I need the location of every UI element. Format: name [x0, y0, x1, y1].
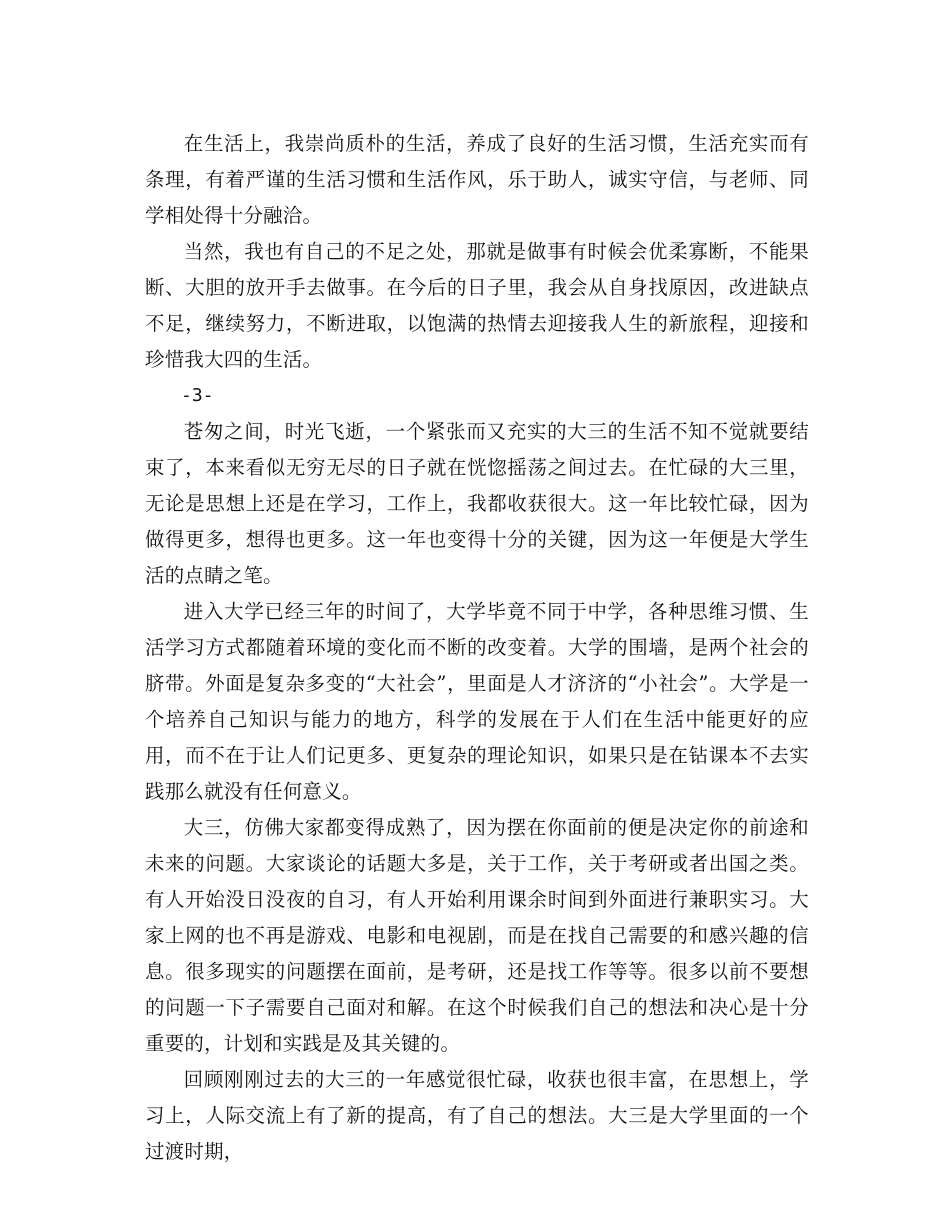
paragraph-life-habits: 在生活上，我崇尚质朴的生活，养成了良好的生活习惯，生活充实而有条理，有着严谨的生活习惯和生活作风，乐于助人，诚实守信，与老师、同学相处得十分融洽。	[145, 132, 809, 227]
paragraph-review: 回顾刚刚过去的大三的一年感觉很忙碌，收获也很丰富，在思想上，学习上，人际交流上有了新的提高，有了自己的想法。大三是大学里面的一个过渡时期，	[145, 1068, 809, 1163]
paragraph-shortcomings: 当然，我也有自己的不足之处，那就是做事有时候会优柔寡断，不能果断、大胆的放开手去做事。在今后的日子里，我会从自身找原因，改进缺点不足，继续努力，不断进取，以饱满的热情去迎接我人生的新旅程，迎接和珍惜我大四的生活。	[145, 240, 809, 371]
paragraph-university-society: 进入大学已经三年的时间了，大学毕竟不同于中学，各种思维习惯、生活学习方式都随着环境的变化而不断的改变着。大学的围墙，是两个社会的脐带。外面是复杂多变的“大社会”，里面是人才济济的“小社会”。大学是一个培养自己知识与能力的地方，科学的发展在于人们在生活中能更好的应用，而不在于让人们记更多、更复杂的理论知识，如果只是在钻课本不去实践那么就没有任何意义。	[145, 600, 809, 803]
document-body	[145, 126, 809, 1170]
paragraph-future-choices: 大三，仿佛大家都变得成熟了，因为摆在你面前的便是决定你的前途和未来的问题。大家谈论的话题大多是，关于工作，关于考研或者出国之类。有人开始没日没夜的自习，有人开始利用课余时间到外面进行兼职实习。大家上网的也不再是游戏、电影和电视剧，而是在找自己需要的和感兴趣的信息。很多现实的问题摆在面前，是考研，还是找工作等等。很多以前不要想的问题一下子需要自己面对和解。在这个时候我们自己的想法和决心是十分重要的，计划和实践是及其关键的。	[145, 816, 809, 1055]
paragraph-junior-year-intro: 苍匆之间，时光飞逝，一个紧张而又充实的大三的生活不知不觉就要结束了，本来看似无穷无尽的日子就在恍惚摇荡之间过去。在忙碌的大三里，无论是思想上还是在学习，工作上，我都收获很大。这一年比较忙碌，因为做得更多，想得也更多。这一年也变得十分的关键，因为这一年便是大学生活的点睛之笔。	[145, 420, 809, 587]
section-marker: -3-	[181, 385, 214, 406]
